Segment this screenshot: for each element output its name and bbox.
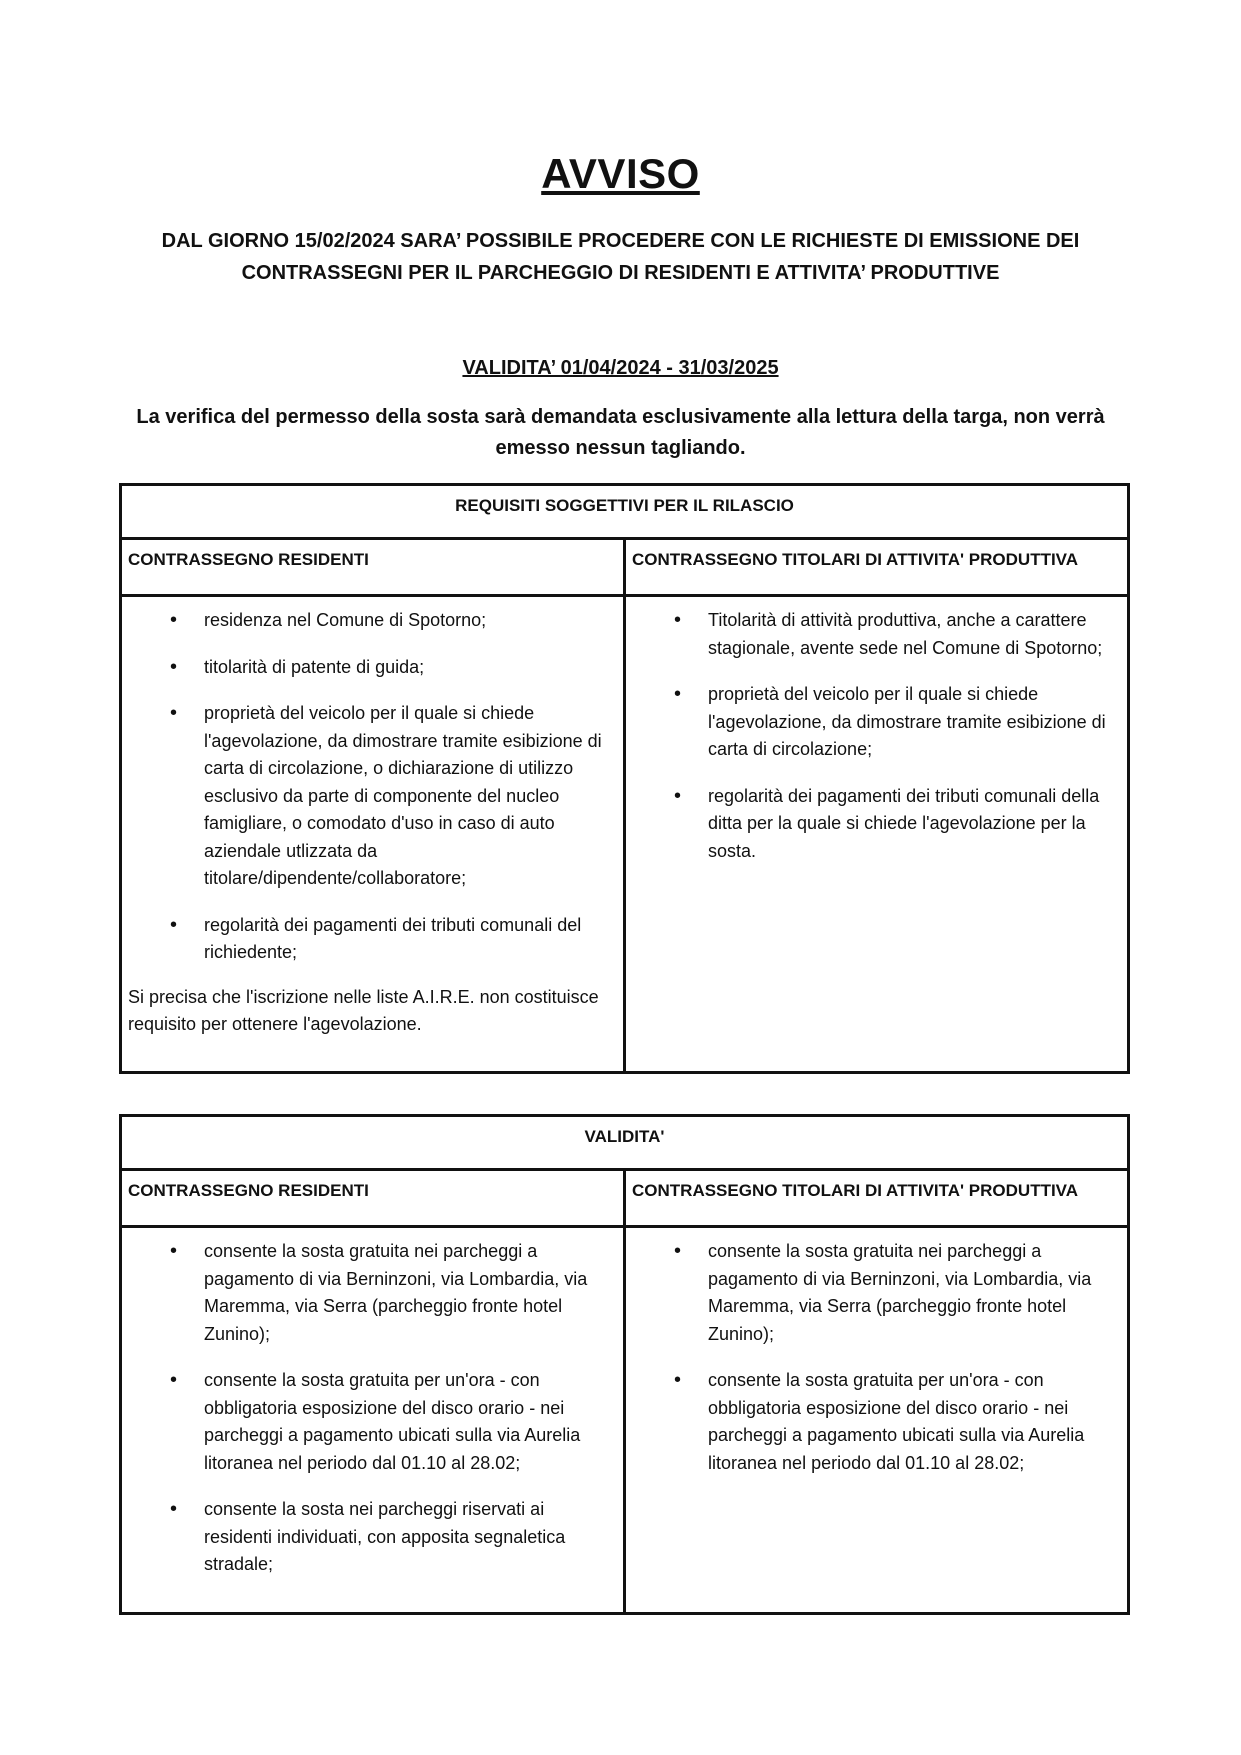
requirements-business-cell xyxy=(625,596,1129,1073)
list-item: • consente la sosta gratuita per un'ora - con obbligatoria esposizione del disco orario - nei parcheggi a pagamento ubicati sulla via Aurelia litoranea nel periodo dal 01.10 al 28.02; xyxy=(632,1367,1119,1477)
list-item: • residenza nel Comune di Spotorno; xyxy=(128,607,615,635)
list-item: • titolarità di patente di guida; xyxy=(128,654,615,682)
notice-line-1: La verifica del permesso della sosta sarà demandata esclusivamente alla lettura della targa, non verrà xyxy=(136,406,1105,428)
aire-note: Si precisa che l'iscrizione nelle liste A.I.R.E. non costituisce requisito per ottenere l'agevolazione. xyxy=(128,986,599,1034)
plate-check-notice xyxy=(110,402,1131,464)
list-item: • regolarità dei pagamenti dei tributi comunali del richiedente; xyxy=(128,912,615,967)
subtitle-line-2: CONTRASSEGNI PER IL PARCHEGGIO DI RESIDENTI E ATTIVITA’ PRODUTTIVE xyxy=(241,262,1000,284)
validity-residents-cell xyxy=(121,1227,625,1614)
validity-period: VALIDITA’ 01/04/2024 - 31/03/2025 xyxy=(462,357,779,379)
validity-table xyxy=(119,1114,1130,1615)
list-item: • consente la sosta nei parcheggi riservati ai residenti individuati, con apposita segnaletica stradale; xyxy=(128,1496,615,1579)
validity-col-business: CONTRASSEGNO TITOLARI DI ATTIVITA' PRODUTTIVA xyxy=(625,1170,1129,1227)
subtitle-line-1: DAL GIORNO 15/02/2024 SARA’ POSSIBILE PROCEDERE CON LE RICHIESTE DI EMISSIONE DEI xyxy=(161,230,1080,252)
validity-business-cell xyxy=(625,1227,1129,1614)
requirements-residents-list xyxy=(128,607,615,967)
validity-residents-list xyxy=(128,1238,615,1579)
requirements-table xyxy=(119,483,1130,1074)
notice-line-2: emesso nessun tagliando. xyxy=(495,437,746,459)
list-item: • proprietà del veicolo per il quale si chiede l'agevolazione, da dimostrare tramite esibizione di carta di circolazione, o dichiarazione di utilizzo esclusivo da parte di componente del nucleo famigliare, o comodato d'uso in caso di auto aziendale utlizzata da titolare/dipendente/collaboratore; xyxy=(128,700,615,893)
list-item: • Titolarità di attività produttiva, anche a carattere stagionale, avente sede nel Comune di Spotorno; xyxy=(632,607,1119,662)
list-item: • consente la sosta gratuita per un'ora - con obbligatoria esposizione del disco orario - nei parcheggi a pagamento ubicati sulla via Aurelia litoranea nel periodo dal 01.10 al 28.02; xyxy=(128,1367,615,1477)
validity-business-list xyxy=(632,1238,1119,1477)
list-item: • regolarità dei pagamenti dei tributi comunali della ditta per la quale si chiede l'agevolazione per la sosta. xyxy=(632,783,1119,866)
requirements-residents-cell xyxy=(121,596,625,1073)
requirements-table-title: REQUISITI SOGGETTIVI PER IL RILASCIO xyxy=(121,485,1129,539)
requirements-col-residents: CONTRASSEGNO RESIDENTI xyxy=(121,539,625,596)
requirements-business-list xyxy=(632,607,1119,865)
requirements-col-business: CONTRASSEGNO TITOLARI DI ATTIVITA' PRODUTTIVA xyxy=(625,539,1129,596)
validity-table-title: VALIDITA' xyxy=(121,1116,1129,1170)
list-item: • proprietà del veicolo per il quale si chiede l'agevolazione, da dimostrare tramite esibizione di carta di circolazione; xyxy=(632,681,1119,764)
validity-col-residents: CONTRASSEGNO RESIDENTI xyxy=(121,1170,625,1227)
announcement-subtitle xyxy=(110,225,1131,289)
page-title: AVVISO xyxy=(541,150,700,197)
list-item: • consente la sosta gratuita nei parcheggi a pagamento di via Berninzoni, via Lombardia, via Maremma, via Serra (parcheggio fronte hotel Zunino); xyxy=(128,1238,615,1348)
list-item: • consente la sosta gratuita nei parcheggi a pagamento di via Berninzoni, via Lombardia, via Maremma, via Serra (parcheggio fronte hotel Zunino); xyxy=(632,1238,1119,1348)
